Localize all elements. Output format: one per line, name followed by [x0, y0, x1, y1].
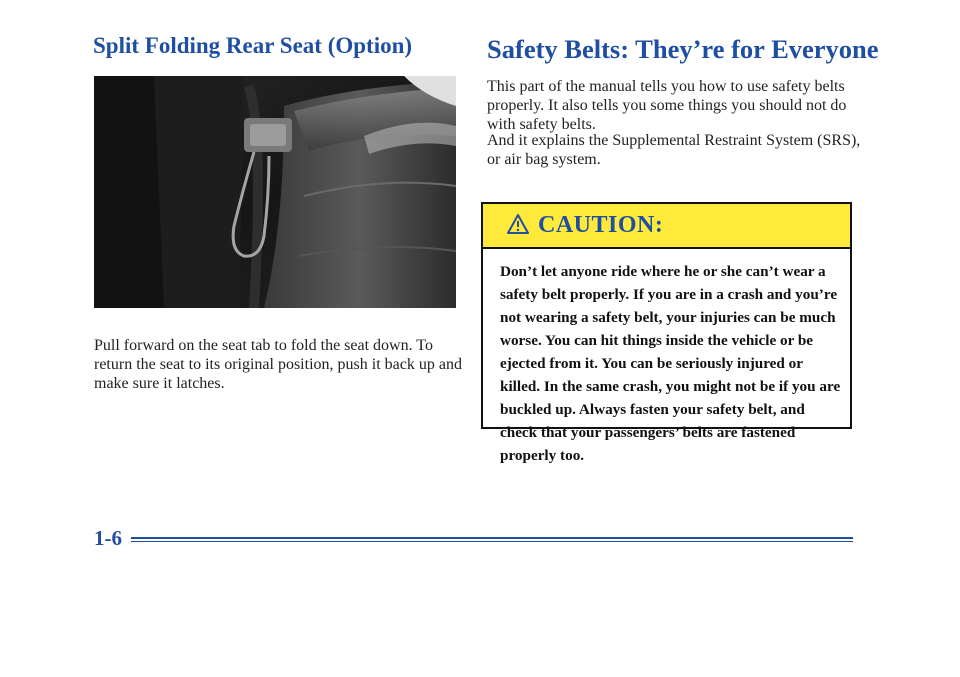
page-number: 1-6 — [94, 526, 122, 550]
footer-rule-thin — [131, 541, 853, 542]
footer-rule — [131, 537, 853, 539]
caution-header — [483, 204, 850, 249]
warning-triangle-icon — [507, 213, 529, 235]
safety-belts-intro: This part of the manual tells you how to use safety belts properly. It also tells you some things you should not do with safety belts. — [487, 78, 847, 133]
seat-instructions: Pull forward on the seat tab to fold the seat down. To return the seat to its original position, push it back up and make sure it latches. — [94, 337, 462, 392]
caution-box — [481, 202, 852, 464]
caution-text: Don’t let anyone ride where he or she can’t wear a safety belt properly. If you are in a crash and you’re not wearing a safety belt, your injuries can be much worse. You can hit things inside the vehicle or be ejected from it. You can be seriously injured or killed. In the same crash, you might not be if you are buckled up. Always fasten your safety belt, and check that your passengers’ belts are fastened properly too. — [500, 263, 841, 464]
srs-intro: And it explains the Supplemental Restraint System (SRS), or air bag system. — [487, 132, 861, 168]
caution-title: CAUTION: — [538, 212, 664, 238]
safety-belts-heading: Safety Belts: They’re for Everyone — [487, 34, 879, 64]
seat-tab-photo — [94, 76, 456, 308]
seat-section-heading: Split Folding Rear Seat (Option) — [93, 33, 413, 58]
